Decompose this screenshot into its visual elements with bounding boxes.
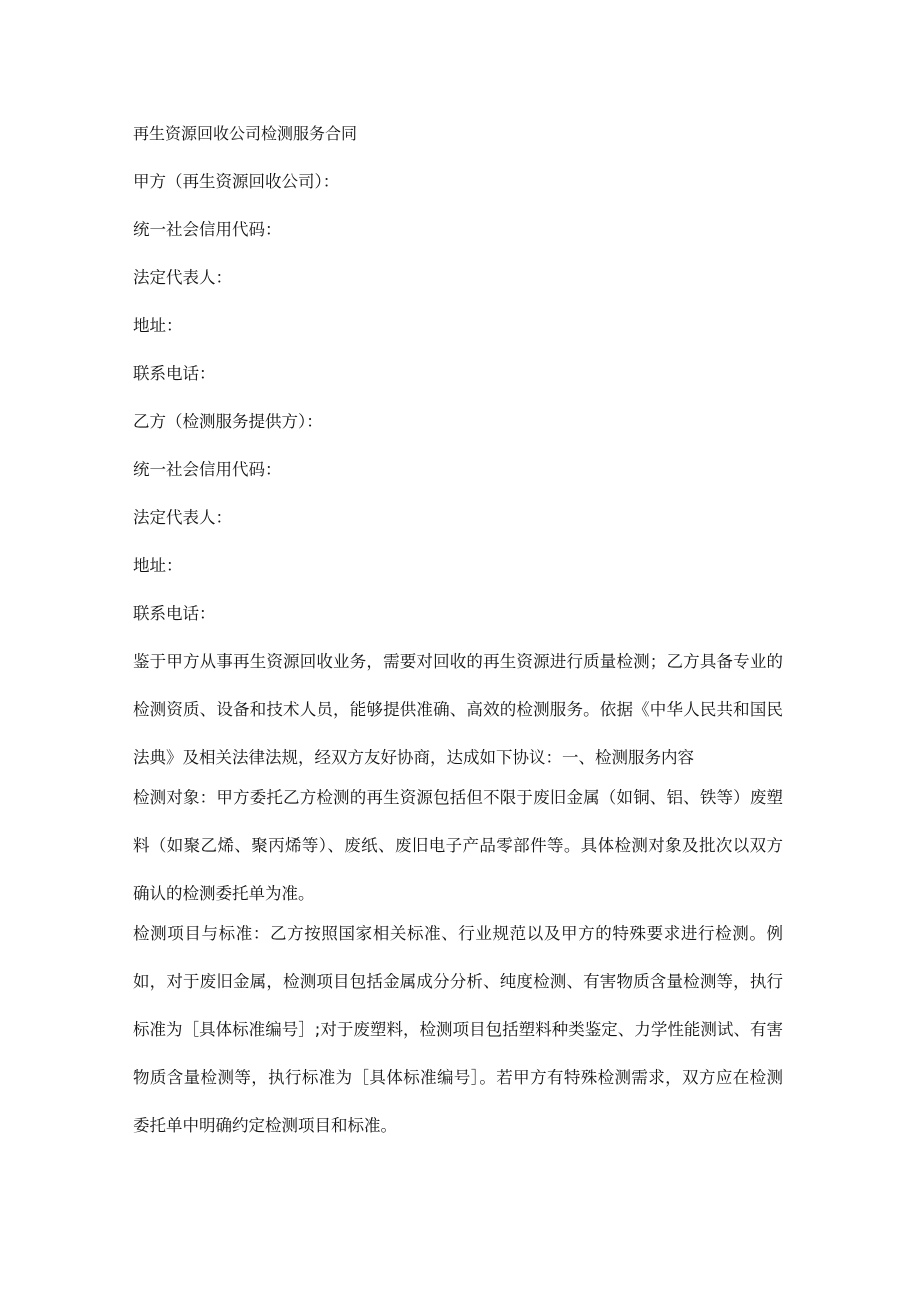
party-a-address: 地址： bbox=[133, 316, 183, 335]
paragraph-inspection-objects: 检测对象：甲方委托乙方检测的再生资源包括但不限于废旧金属（如铜、铝、铁等）废塑料（如聚乙烯、聚丙烯等）、废纸、废旧电子产品零部件等。具体检测对象及批次以双方确认的检测委托单为准。 bbox=[133, 788, 783, 903]
document-title: 再生资源回收公司检测服务合同 bbox=[133, 124, 358, 143]
party-b-heading: 乙方（检测服务提供方）： bbox=[133, 412, 323, 431]
paragraph-preamble: 鉴于甲方从事再生资源回收业务，需要对回收的再生资源进行质量检测；乙方具备专业的检测资质、设备和技术人员，能够提供准确、高效的检测服务。依据《中华人民共和国民法典》及相关法律法规，经双方友好协商，达成如下协议：一、检测服务内容 bbox=[133, 652, 783, 767]
party-b-legal-rep: 法定代表人： bbox=[133, 508, 232, 527]
party-b-phone: 联系电话： bbox=[133, 604, 216, 623]
paragraph-inspection-items-standards: 检测项目与标准：乙方按照国家相关标准、行业规范以及甲方的特殊要求进行检测。例如，对于废旧金属，检测项目包括金属成分分析、纯度检测、有害物质含量检测等，执行标准为［具体标准编号］;对于废塑料，检测项目包括塑料种类鉴定、力学性能测试、有害物质含量检测等，执行标准为［具体标准编号］。若甲方有特殊检测需求，双方应在检测委托单中明确约定检测项目和标准。 bbox=[133, 924, 783, 1135]
party-a-legal-rep: 法定代表人： bbox=[133, 268, 232, 287]
party-a-credit-code: 统一社会信用代码： bbox=[133, 220, 282, 239]
party-b-address: 地址： bbox=[133, 556, 183, 575]
party-b-credit-code: 统一社会信用代码： bbox=[133, 460, 282, 479]
document-body bbox=[133, 118, 783, 1150]
party-a-heading: 甲方（再生资源回收公司）： bbox=[133, 172, 340, 191]
party-a-phone: 联系电话： bbox=[133, 364, 216, 383]
